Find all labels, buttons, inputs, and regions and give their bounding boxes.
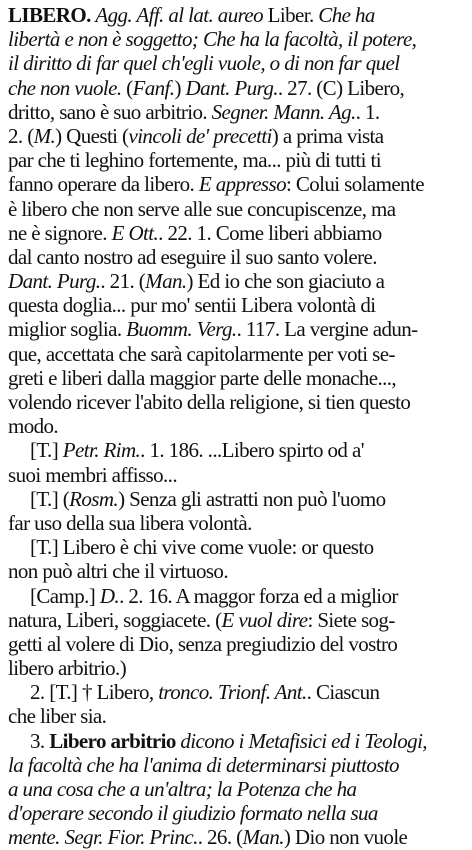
- text-line: [8, 777, 464, 801]
- text-run: greti e liberi dalla maggior parte delle monache...,: [8, 365, 397, 390]
- text-line: [8, 535, 464, 559]
- text-run: 3.: [30, 728, 50, 753]
- italic-text: Che ha: [318, 3, 375, 27]
- text-run: ) Questi (: [55, 123, 129, 148]
- text-line: [8, 293, 464, 317]
- text-line: [8, 438, 464, 462]
- text-run: (: [126, 75, 133, 100]
- text-line: [8, 100, 464, 124]
- text-line: [8, 729, 464, 753]
- text-run: . 21. (: [100, 269, 146, 294]
- text-run: . 27. (C) Libero,: [277, 75, 405, 100]
- italic-text: E Ott.: [111, 220, 159, 245]
- text-run: libero arbitrio.): [8, 656, 127, 681]
- italic-text: mente. Segr. Fior. Princ.: [8, 825, 198, 850]
- italic-text: E vuol dire: [221, 607, 308, 632]
- text-run: non può altri che il virtuoso.: [8, 559, 228, 584]
- italic-text: Fanf.: [132, 75, 175, 100]
- bold-term: Libero arbitrio: [49, 728, 176, 753]
- italic-text: tronco. Trionf. Ant.: [158, 680, 307, 705]
- text-line: [8, 414, 464, 438]
- italic-text: dicono i Metafisici ed i Teologi,: [175, 728, 427, 753]
- text-run: ) Ed io che son giaciuto a: [186, 269, 385, 294]
- text-run: dritto, sano è suo arbitrio.: [8, 99, 212, 124]
- italic-text: libertà e non è soggetto; Che ha la facoltà, il potere,: [8, 27, 417, 52]
- text-run: [T.] Libero è chi vive come vuole: or questo: [30, 535, 374, 560]
- text-run: : Siete sog-: [307, 607, 395, 632]
- text-line: [8, 656, 464, 680]
- text-run: far uso della sua libera volontà.: [8, 510, 252, 535]
- text-line: [8, 801, 464, 825]
- text-line: [8, 390, 464, 414]
- text-run: dal canto nostro ad eseguire il suo santo volere.: [8, 244, 377, 269]
- text-line: [8, 197, 464, 221]
- italic-text: la facoltà che ha l'anima di determinarsi piuttosto: [8, 752, 399, 777]
- italic-text: E appresso: [198, 172, 286, 197]
- text-line: [8, 559, 464, 583]
- text-run: ne è signore.: [8, 220, 112, 245]
- text-line: [8, 680, 464, 704]
- italic-text: d'operare secondo il giudizio formato nella sua: [8, 801, 378, 826]
- text-run: . 1.: [355, 99, 380, 124]
- text-line: [8, 825, 464, 849]
- text-line: [8, 753, 464, 777]
- text-line: [8, 342, 464, 366]
- text-line: [8, 172, 464, 196]
- italic-text: Dant. Purg.: [185, 75, 278, 100]
- italic-text: Agg. Aff. al lat. aureo: [95, 3, 268, 27]
- text-run: . Ciascun: [306, 680, 380, 705]
- text-line: [8, 148, 464, 172]
- text-run: Liber.: [267, 3, 319, 27]
- text-run: . 22. 1. Come liberi abbiamo: [158, 220, 382, 245]
- italic-text: D.: [99, 583, 120, 608]
- text-line: [8, 487, 464, 511]
- text-line: [8, 124, 464, 148]
- text-run: . 117. La vergine adun-: [236, 317, 418, 342]
- text-run: ) Dio non vuole: [283, 825, 408, 850]
- text-line: [8, 27, 464, 51]
- text-line: [8, 3, 464, 27]
- dictionary-entry-libero: [8, 3, 464, 850]
- text-run: . 2. 16. A maggor forza ed a miglior: [119, 583, 398, 608]
- italic-text: M.: [33, 123, 56, 148]
- text-run: 2. [T.] † Libero,: [30, 680, 159, 705]
- italic-text: vincoli de' precetti: [128, 123, 272, 148]
- text-run: [T.] (: [30, 486, 70, 511]
- text-line: [8, 632, 464, 656]
- italic-text: Petr. Rim.: [62, 438, 141, 463]
- text-line: [8, 317, 464, 341]
- text-run: modo.: [8, 414, 59, 439]
- text-run: : Colui solamente: [285, 172, 424, 197]
- text-line: [8, 221, 464, 245]
- text-run: miglior soglia.: [8, 317, 127, 342]
- italic-text: Man.: [242, 825, 284, 850]
- text-line: [8, 608, 464, 632]
- text-line: [8, 51, 464, 75]
- text-run: ) Senza gli astratti non può l'uomo: [118, 486, 386, 511]
- italic-text: Rosm.: [69, 486, 119, 511]
- text-run: getti al volere di Dio, senza pregiudizio del vostro: [8, 631, 398, 656]
- text-run: [T.]: [30, 438, 63, 463]
- italic-text: Buomm. Verg.: [126, 317, 237, 342]
- text-run: . 1. 186. ...Libero spirto od a': [140, 438, 364, 463]
- bold-term: LIBERO.: [8, 3, 91, 27]
- text-run: natura, Liberi, soggiacete. (: [8, 607, 222, 632]
- text-run: è libero che non serve alle sue concupiscenze, ma: [8, 196, 396, 221]
- text-run: che liber sia.: [8, 704, 107, 729]
- text-line: [8, 463, 464, 487]
- text-run: ) a prima vista: [271, 123, 384, 148]
- text-line: [8, 245, 464, 269]
- italic-text: Segner. Mann. Ag.: [211, 99, 356, 124]
- text-run: . 26. (: [197, 825, 243, 850]
- text-run: questa doglia... pur mo' sentii Libera volontà di: [8, 293, 376, 318]
- italic-text: che non vuole.: [8, 75, 127, 100]
- text-run: suoi membri affisso...: [8, 462, 177, 487]
- text-line: [8, 704, 464, 728]
- italic-text: Man.: [145, 269, 187, 294]
- text-run: 2. (: [8, 123, 34, 148]
- text-run: que, accettata che sarà capitolarmente per voti se-: [8, 341, 395, 366]
- text-run: par che ti leghino fortemente, ma... più di tutti ti: [8, 148, 381, 173]
- italic-text: a una cosa che a un'altra; la Potenza che ha: [8, 777, 357, 801]
- text-line: [8, 76, 464, 100]
- italic-text: il diritto di far quel ch'egli vuole, o di non far quel: [8, 51, 400, 76]
- text-line: [8, 511, 464, 535]
- text-run: fanno operare da libero.: [8, 172, 199, 197]
- text-line: [8, 269, 464, 293]
- italic-text: Dant. Purg.: [8, 269, 101, 294]
- text-run: ): [174, 75, 186, 100]
- text-line: [8, 584, 464, 608]
- text-run: [Camp.]: [30, 583, 100, 608]
- text-line: [8, 366, 464, 390]
- text-run: volendo ricever l'abito della religione, si tien questo: [8, 390, 411, 414]
